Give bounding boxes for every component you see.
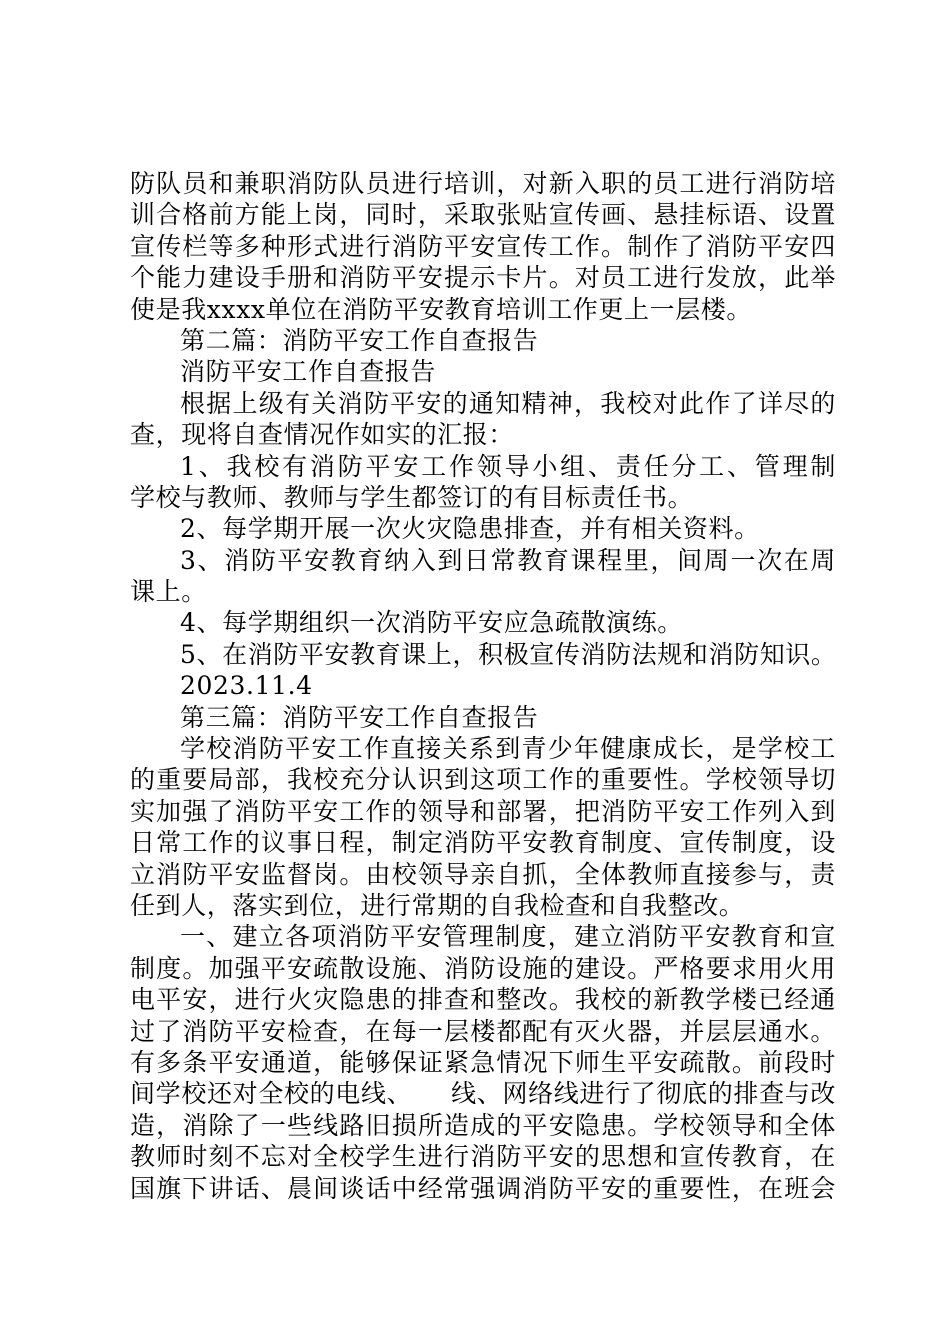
body-line: 宣传栏等多种形式进行消防平安宣传工作。制作了消防平安四 xyxy=(130,231,836,261)
body-line: 的重要局部，我校充分认识到这项工作的重要性。学校领导切 xyxy=(130,765,836,795)
list-item: 2、每学期开展一次火灾隐患排查，并有相关资料。 xyxy=(180,514,760,544)
body-line: 个能力建设手册和消防平安提示卡片。对员工进行发放，此举 xyxy=(130,263,836,293)
body-line: 有多条平安通道，能够保证紧急情况下师生平安疏散。前段时 xyxy=(130,1047,836,1077)
body-line: 国旗下讲话、晨间谈话中经常强调消防平安的重要性，在班会 xyxy=(130,1173,836,1203)
document-body xyxy=(130,168,836,1204)
body-line: 造，消除了一些线路旧损所造成的平安隐患。学校领导和全体 xyxy=(130,1110,836,1140)
body-line: 学校消防平安工作直接关系到青少年健康成长，是学校工 xyxy=(180,734,836,764)
body-line: 课上。 xyxy=(130,577,207,607)
body-line: 过了消防平安检查，在每一层楼都配有灭火器，并层层通水。 xyxy=(130,1016,836,1046)
body-line: 学校与教师、教师与学生都签订的有目标责任书。 xyxy=(130,482,694,512)
section-heading: 第二篇：消防平安工作自查报告 xyxy=(180,325,539,355)
list-item: 4、每学期组织一次消防平安应急疏散演练。 xyxy=(180,608,683,638)
body-line: 防队员和兼职消防队员进行培训，对新入职的员工进行消防培 xyxy=(130,169,836,198)
body-line: 间学校还对全校的电线、 线、网络线进行了彻底的排查与改 xyxy=(130,1079,836,1109)
body-line: 电平安，进行火灾隐患的排查和整改。我校的新教学楼已经通 xyxy=(130,985,836,1015)
body-line: 日常工作的议事日程，制定消防平安教育制度、宣传制度，设 xyxy=(130,828,836,858)
body-line: 教师时刻不忘对全校学生进行消防平安的思想和宣传教育，在 xyxy=(130,1142,836,1172)
body-line: 一、建立各项消防平安管理制度，建立消防平安教育和宣 xyxy=(180,922,836,952)
list-item: 1、我校有消防平安工作领导小组、责任分工、管理制 xyxy=(180,451,836,481)
report-title: 消防平安工作自查报告 xyxy=(180,357,437,387)
body-line: 实加强了消防平安工作的领导和部署，把消防平安工作列入到 xyxy=(130,796,836,826)
body-line: 任到人，落实到位，进行常期的自我检查和自我整改。 xyxy=(130,890,745,920)
body-line: 制度。加强平安疏散设施、消防设施的建设。严格要求用火用 xyxy=(130,953,836,983)
body-line: 查，现将自查情况作如实的汇报： xyxy=(130,420,515,450)
body-line: 使是我xxxx单位在消防平安教育培训工作更上一层楼。 xyxy=(130,294,752,324)
list-item: 5、在消防平安教育课上，积极宣传消防法规和消防知识。 xyxy=(180,639,837,669)
body-line: 训合格前方能上岗，同时，采取张贴宣传画、悬挂标语、设置 xyxy=(130,200,836,230)
report-date: 2023.11.4 xyxy=(180,671,313,701)
section-heading: 第三篇：消防平安工作自查报告 xyxy=(180,702,539,732)
list-item: 3、消防平安教育纳入到日常教育课程里，间周一次在周 xyxy=(180,545,836,575)
body-line: 根据上级有关消防平安的通知精神，我校对此作了详尽的 xyxy=(180,388,836,418)
body-line: 立消防平安监督岗。由校领导亲自抓，全体教师直接参与，责 xyxy=(130,859,836,889)
